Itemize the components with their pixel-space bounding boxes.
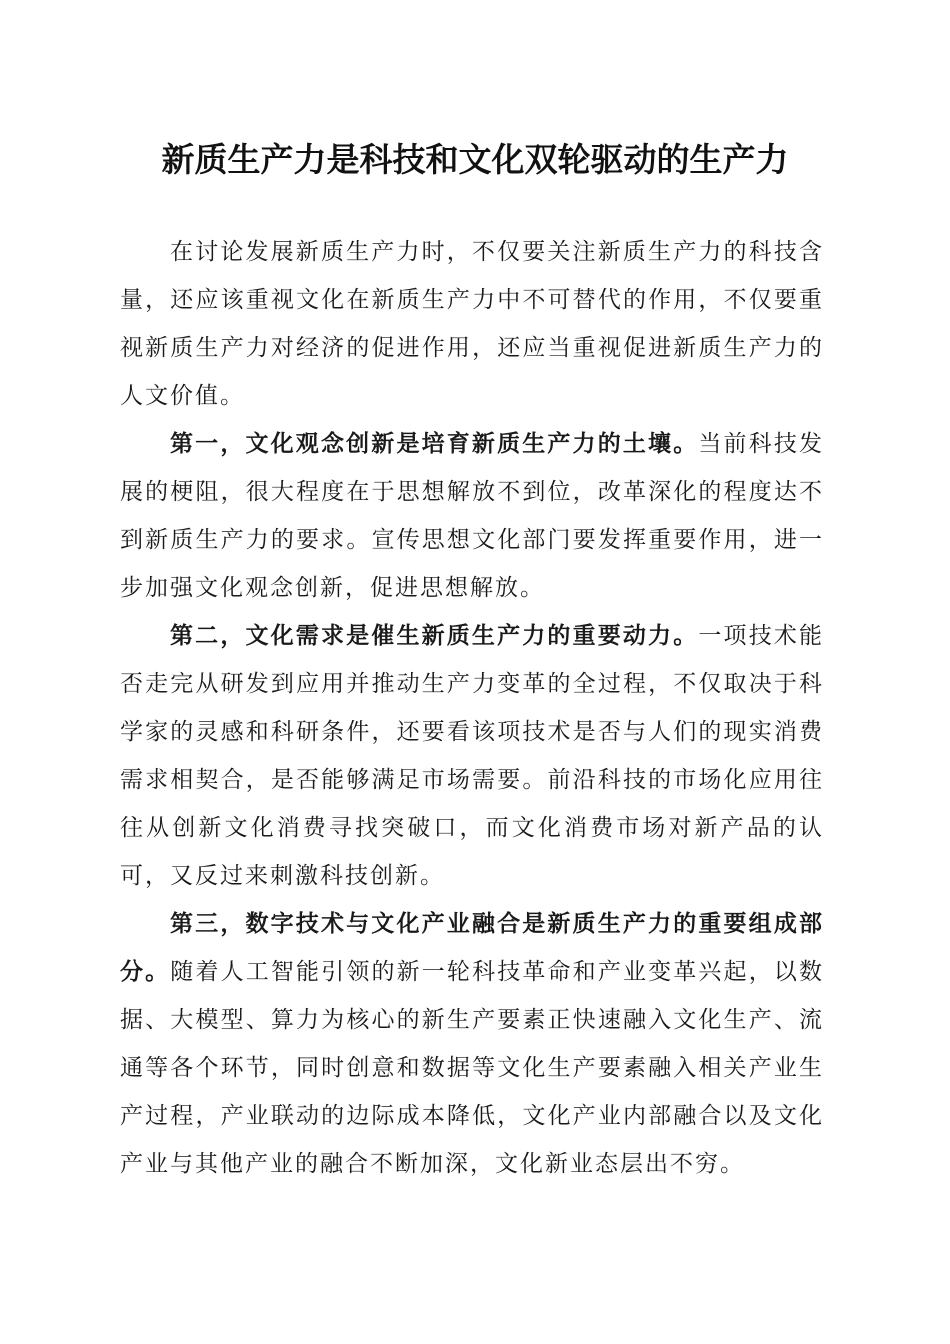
paragraph-first bbox=[120, 420, 824, 612]
paragraph-lead: 第二，文化需求是催生新质生产力的重要动力。 bbox=[170, 622, 699, 649]
paragraph-third bbox=[120, 900, 824, 1188]
paragraph-text: 当前科技发展的梗阻，很大程度在于思想解放不到位，改革深化的程度达不到新质生产力的要求。宣传思想文化部门要发挥重要作用，进一步加强文化观念创新，促进思想解放。 bbox=[120, 431, 825, 601]
paragraph-text: 在讨论发展新质生产力时，不仅要关注新质生产力的科技含量，还应该重视文化在新质生产力中不可替代的作用，不仅要重视新质生产力对经济的促进作用，还应当重视促进新质生产力的人文价值。 bbox=[120, 239, 824, 409]
paragraph-second bbox=[120, 612, 824, 900]
document-title: 新质生产力是科技和文化双轮驱动的生产力 bbox=[161, 140, 789, 179]
paragraph-lead: 第三，数字技术与文化产业融合是新质生产力的重要组成部分。 bbox=[120, 910, 824, 985]
paragraph-text: 随着人工智能引领的新一轮科技革命和产业变革兴起，以数据、大模型、算力为核心的新生产要素正快速融入文化生产、流通等各个环节，同时创意和数据等文化生产要素融入相关产业生产过程，产业联动的边际成本降低，文化产业内部融合以及文化产业与其他产业的融合不断加深，文化新业态层出不穷。 bbox=[120, 959, 825, 1177]
document-body bbox=[120, 228, 824, 1188]
paragraph-text: 一项技术能否走完从研发到应用并推动生产力变革的全过程，不仅取决于科学家的灵感和科研条件，还要看该项技术是否与人们的现实消费需求相契合，是否能够满足市场需要。前沿科技的市场化应用往往从创新文化消费寻找突破口，而文化消费市场对新产品的认可，又反过来刺激科技创新。 bbox=[120, 623, 825, 889]
paragraph-intro bbox=[120, 228, 824, 420]
paragraph-lead: 第一，文化观念创新是培育新质生产力的土壤。 bbox=[170, 430, 699, 457]
